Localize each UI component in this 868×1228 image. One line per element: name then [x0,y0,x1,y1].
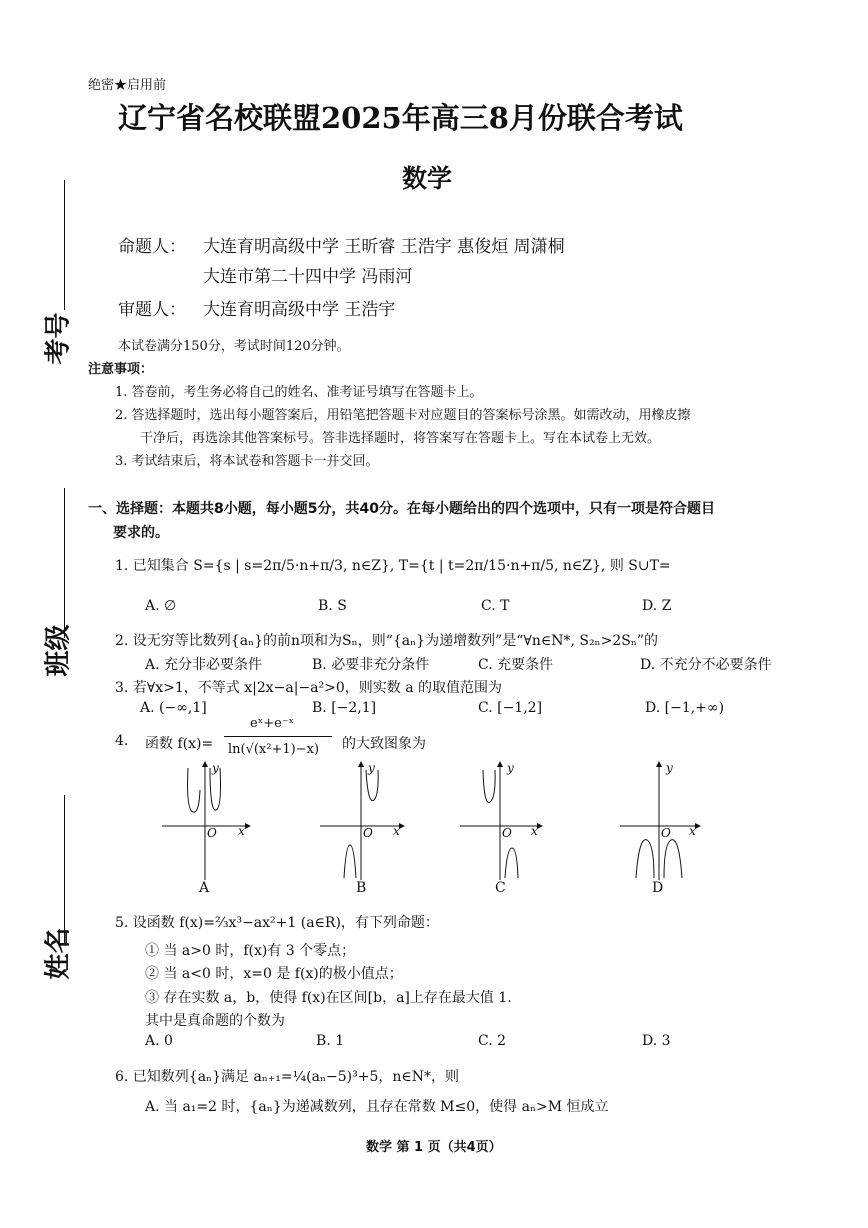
origin-label: O [207,826,217,840]
graph-b-lower-branch [344,845,356,878]
q5-question: 其中是真命题的个数为 [145,1013,285,1029]
origin-label: O [502,826,512,840]
question-5-stem: 5. 设函数 f(x)=⅔x³−ax²+1 (a∈R)，有下列命题： [115,915,439,931]
q2-option-b: B. 必要非充分条件 [312,657,430,673]
axis-y-label: y [507,761,514,775]
q2-option-c: C. 充要条件 [478,657,554,673]
q4-denominator: ln(√(x²+1)−x) [228,742,320,757]
confidential-label: 绝密★启用前 [88,78,167,93]
question-6-stem: 6. 已知数列{aₙ}满足 aₙ₊₁=¼(aₙ−5)³+5，n∈N*，则 [115,1069,460,1085]
note-item: 1. 答卷前，考生务必将自己的姓名、准考证号填写在答题卡上。 [115,385,483,400]
notes-title: 注意事项： [88,362,154,377]
graph-d-right-branch [664,840,682,878]
origin-label: O [661,826,671,840]
note-item: 2. 答选择题时，选出每小题答案后，用铅笔把答题卡对应题目的答案标号涂黑。如需改动，用橡皮擦 [115,408,691,423]
exam-title: 辽宁省名校联盟2025年高三8月份联合考试 [118,101,683,135]
graph-d-label: D [652,880,664,896]
graph-d-left-branch [636,840,654,878]
axis-x-label: x [689,824,696,838]
q5-proposition: ② 当 a<0 时，x=0 是 f(x)的极小值点； [145,966,403,982]
q5-proposition: ① 当 a>0 时，f(x)有 3 个零点； [145,943,356,959]
question-4-number: 4. [115,733,129,749]
q3-option-a: A. (−∞,1] [140,700,207,716]
graph-c-upper-branch [483,770,495,802]
question-4-post: 的大致图象为 [342,736,426,752]
proposer-line-1: 大连育明高级中学 王昕睿 王浩宇 惠俊烜 周潇桐 [203,237,565,257]
graph-c-lower-branch [505,848,518,878]
q5-option-b: B. 1 [316,1033,345,1049]
q5-option-c: C. 2 [478,1033,507,1049]
class-label: 班级 [43,624,74,677]
q6-option-a: A. 当 a₁=2 时，{aₙ}为递减数列，且存在常数 M≤0，使得 aₙ>M 恒成立 [145,1099,609,1115]
q1-option-a: A. ∅ [145,598,177,614]
q5-option-d: D. 3 [642,1033,671,1049]
axis-y-label: y [368,761,375,775]
q3-option-c: C. [−1,2] [478,700,543,716]
q2-option-a: A. 充分非必要条件 [145,657,263,673]
axis-y-label: y [212,761,219,775]
q3-option-b: B. [−2,1] [312,700,377,716]
axis-x-label: x [531,824,538,838]
q5-option-a: A. 0 [145,1033,173,1049]
q4-numerator: eˣ+e⁻ˣ [250,716,295,731]
graph-c-label: C [495,880,506,896]
note-item: 3. 考试结束后，将本试卷和答题卡一并交回。 [115,454,379,469]
proposer-label: 命题人： [118,237,186,257]
section-header: 一、选择题：本题共8小题，每小题5分，共40分。在每小题给出的四个选项中，只有一项是符合题目 [88,501,715,517]
question-1-stem: 1. 已知集合 S={s | s=2π/5·n+π/3, n∈Z}, T={t | t=2π/15·n+π/5, n∈Z}, 则 S∪T= [115,558,671,574]
intro-text: 本试卷满分150分，考试时间120分钟。 [118,339,350,354]
origin-label: O [363,826,373,840]
axis-x-label: x [238,824,245,838]
question-3-stem: 3. 若∀x>1，不等式 x|2x−a|−a²>0，则实数 a 的取值范围为 [115,680,503,696]
axis-y-label: y [666,761,673,775]
exam-no-label: 考号 [43,312,74,365]
graph-b-label: B [356,880,367,896]
q2-option-d: D. 不充分不必要条件 [640,657,772,673]
section-header-cont: 要求的。 [113,525,169,541]
axis-x-label: x [393,824,400,838]
q1-option-d: D. Z [642,598,672,614]
question-4-pre: 函数 f(x)= [145,736,214,752]
page-footer: 数学 第 1 页（共4页） [366,1140,502,1155]
q1-option-c: C. T [481,598,510,614]
reviewer-name: 大连育明高级中学 王浩宇 [203,300,396,320]
q5-proposition: ③ 存在实数 a，b，使得 f(x)在区间[b，a]上存在最大值 1. [145,990,512,1006]
reviewer-label: 审题人： [118,300,186,320]
graph-a-left-branch [188,768,200,812]
subject-title: 数学 [402,164,453,193]
note-item: 干净后，再选涂其他答案标号。答非选择题时，将答案写在答题卡上。写在本试卷上无效。 [140,431,661,446]
name-label: 姓名 [43,927,74,980]
q3-option-d: D. [−1,+∞) [645,700,725,716]
question-2-stem: 2. 设无穷等比数列{aₙ}的前n项和为Sₙ，则“{aₙ}为递增数列”是“∀n∈N*, S₂ₙ>2Sₙ”的 [115,633,659,649]
q1-option-b: B. S [318,598,347,614]
proposer-line-2: 大连市第二十四中学 冯雨河 [203,267,413,287]
graph-a-label: A [199,880,210,896]
